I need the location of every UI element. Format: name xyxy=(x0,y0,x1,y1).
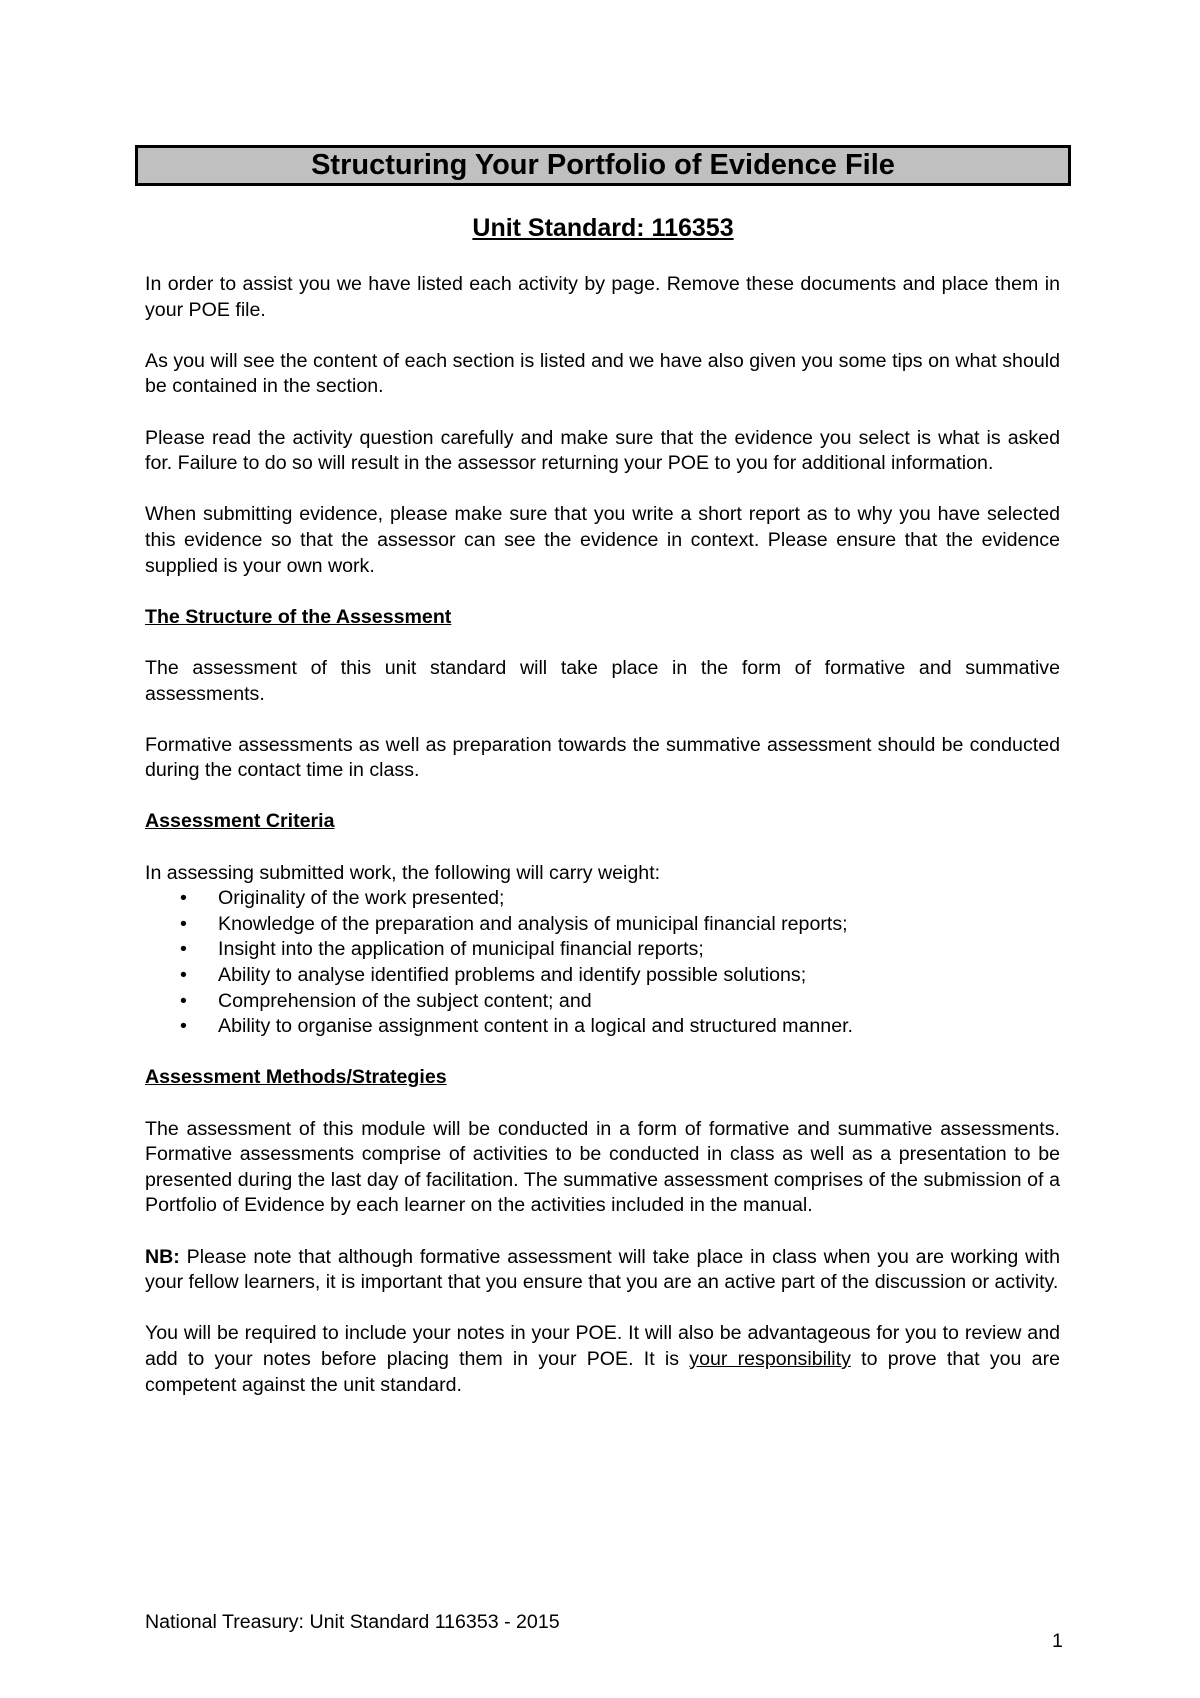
list-item: • Comprehension of the subject content; and xyxy=(145,989,1060,1015)
structure-heading: The Structure of the Assessment xyxy=(145,605,452,628)
intro-paragraph-4: When submitting evidence, please make sure that you write a short report as to why you have selected this evidence so that the assessor can see the evidence in context. Please ensure that the evidence supplied is your own work. xyxy=(145,503,1060,577)
intro-paragraph-1: In order to assist you we have listed each activity by page. Remove these documents and place them in your POE file. xyxy=(145,273,1060,321)
document-body xyxy=(145,272,1060,1424)
list-item: • Ability to organise assignment content in a logical and structured manner. xyxy=(145,1014,1060,1040)
methods-paragraph-1: The assessment of this module will be conducted in a form of formative and summative assessments. Formative assessments comprise of activities to be conducted in class as well as a presentation to be presented during the last day of facilitation. The summative assessment comprises of the submission of a Portfolio of Evidence by each learner on the activities included in the manual. xyxy=(145,1117,1060,1217)
nb-paragraph xyxy=(145,1245,1060,1296)
responsibility-text-end: to prove that you are competent against the unit standard. xyxy=(145,1347,1060,1396)
footer-text: National Treasury: Unit Standard 116353 - 2015 xyxy=(145,1611,560,1633)
list-item: • Ability to analyse identified problems and identify possible solutions; xyxy=(145,963,1060,989)
unit-standard-heading: Unit Standard: 116353 xyxy=(472,214,734,242)
document-title: Structuring Your Portfolio of Evidence File xyxy=(135,145,1071,186)
intro-paragraph-3: Please read the activity question carefully and make sure that the evidence you select is what is asked for. Failure to do so will result in the assessor returning your POE to you for additional information. xyxy=(145,426,1060,475)
nb-text: Please note that although formative assessment will take place in class when you are working with your fellow learners, it is important that you ensure that you are an active part of the discussion or activity. xyxy=(145,1245,1060,1294)
intro-paragraph-2: As you will see the content of each section is listed and we have also given you some tips on what should be contained in the section. xyxy=(145,349,1060,398)
responsibility-emphasis: your responsibility xyxy=(689,1347,851,1370)
list-item: • Knowledge of the preparation and analysis of municipal financial reports; xyxy=(145,912,1060,938)
methods-heading: Assessment Methods/Strategies xyxy=(145,1066,447,1089)
responsibility-text-start: You will be required to include your notes in your POE. It will also be advantageous for you to review and add to your notes before placing them in your POE. It is xyxy=(145,1322,1060,1370)
structure-paragraph-1: The assessment of this unit standard will take place in the form of formative and summative assessments. xyxy=(145,656,1060,705)
criteria-list xyxy=(145,886,1060,1040)
responsibility-paragraph xyxy=(145,1321,1060,1398)
nb-label: NB: xyxy=(145,1245,180,1268)
structure-paragraph-2: Formative assessments as well as preparation towards the summative assessment should be conducted during the contact time in class. xyxy=(145,733,1060,782)
criteria-intro: In assessing submitted work, the following will carry weight: xyxy=(145,861,661,884)
list-item: • Originality of the work presented; xyxy=(145,886,1060,912)
page-number: 1 xyxy=(1052,1630,1063,1652)
criteria-heading: Assessment Criteria xyxy=(145,810,335,833)
list-item: • Insight into the application of municipal financial reports; xyxy=(145,937,1060,963)
